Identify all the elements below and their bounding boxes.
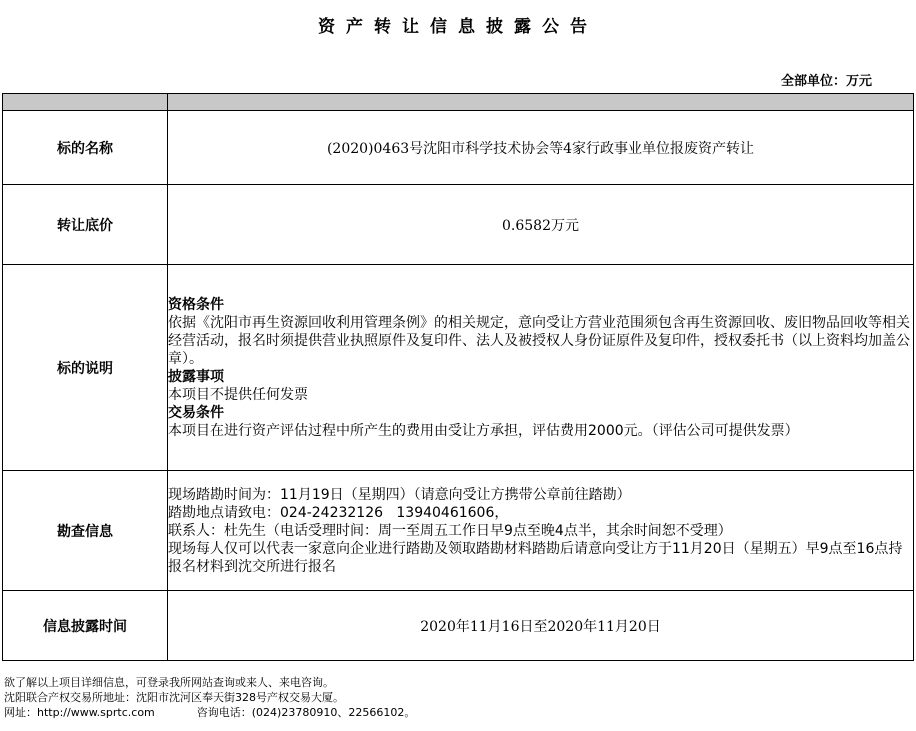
- footer-address: 沈阳联合产权交易所地址：沈阳市沈河区奉天街328号产权交易大厦。: [4, 691, 344, 704]
- reserve-price-label: 转让底价: [3, 185, 168, 265]
- disclosure-table: [2, 93, 914, 661]
- row-survey-info: [3, 471, 914, 591]
- footer: [4, 675, 415, 720]
- survey-info-label: 勘查信息: [3, 471, 168, 591]
- asset-name-label: 标的名称: [3, 111, 168, 185]
- survey-note: 现场每人仅可以代表一家意向企业进行踏勘及领取踏勘材料踏勘后请意向受让方于11月20日（星期五）早9点至16点持报名材料到沈交所进行报名: [168, 540, 903, 575]
- survey-time: 现场踏勘时间为：11月19日（星期四）（请意向受让方携带公章前往踏勘）: [168, 486, 631, 503]
- footer-note: 欲了解以上项目详细信息，可登录我所网站查询或来人、来电咨询。: [4, 676, 334, 689]
- disclosure-time-label: 信息披露时间: [3, 591, 168, 661]
- unit-label: 全部单位：万元: [780, 74, 872, 89]
- trade-text: 本项目在进行资产评估过程中所产生的费用由受让方承担，评估费用2000元。（评估公司可提供发票）: [168, 422, 799, 439]
- header-cell-right: [168, 94, 914, 111]
- disclosure-time-value: 2020年11月16日至2020年11月20日: [168, 591, 914, 661]
- page-title: 资产转让信息披露公告: [318, 17, 598, 37]
- table-header-bar: [3, 94, 914, 111]
- reserve-price-value: 0.6582万元: [168, 185, 914, 265]
- disclosure-heading: 披露事项: [168, 368, 224, 385]
- disclosure-text: 本项目不提供任何发票: [168, 386, 308, 403]
- survey-phone: 踏勘地点请致电：024-24232126 13940461606，: [168, 504, 509, 521]
- row-reserve-price: [3, 185, 914, 265]
- qualification-heading: 资格条件: [168, 296, 224, 313]
- survey-info-cell: [168, 471, 914, 591]
- asset-description-cell: [168, 265, 914, 471]
- row-asset-description: [3, 265, 914, 471]
- row-disclosure-time: [3, 591, 914, 661]
- asset-name-value: (2020)0463号沈阳市科学技术协会等4家行政事业单位报废资产转让: [168, 111, 914, 185]
- footer-phone: 咨询电话：(024)23780910、22566102。: [196, 706, 416, 719]
- footer-website: 网址：http://www.sprtc.com: [4, 706, 155, 719]
- header-cell-left: [3, 94, 168, 111]
- asset-description-label: 标的说明: [3, 265, 168, 471]
- row-asset-name: [3, 111, 914, 185]
- footer-contact: [4, 705, 415, 720]
- trade-heading: 交易条件: [168, 404, 224, 421]
- survey-contact: 联系人：杜先生（电话受理时间：周一至周五工作日早9点至晚4点半，其余时间恕不受理）: [168, 522, 732, 539]
- qualification-text: 依据《沈阳市再生资源回收利用管理条例》的相关规定，意向受让方营业范围须包含再生资源回收、废旧物品回收等相关经营活动，报名时须提供营业执照原件及复印件、法人及被授权人身份证原件及复印件，授权委托书（以上资料均加盖公章）。: [168, 314, 910, 367]
